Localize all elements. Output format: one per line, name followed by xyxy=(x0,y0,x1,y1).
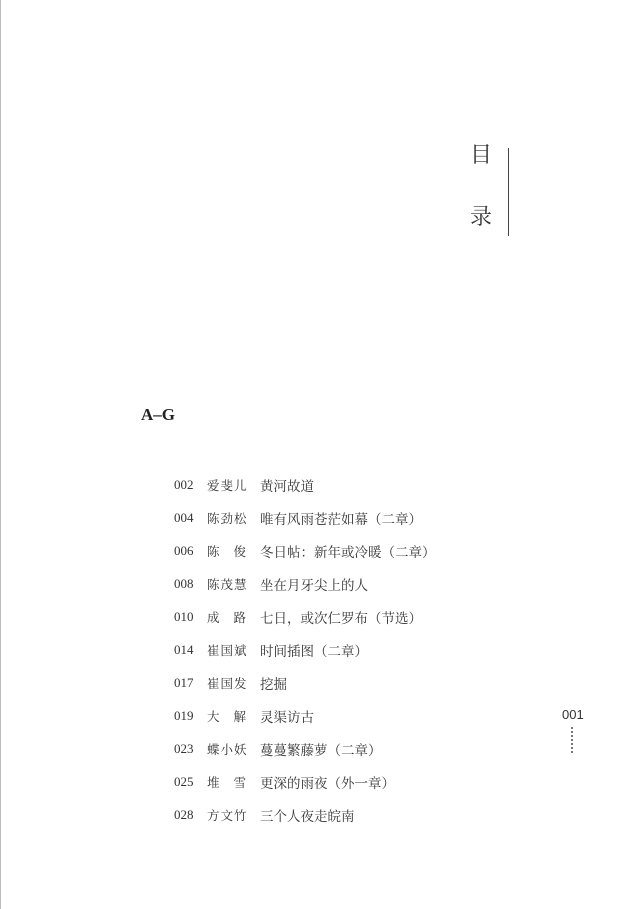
entry-author: 崔国斌 xyxy=(207,642,248,658)
page-number-dots xyxy=(571,727,575,753)
page-number: 001 xyxy=(562,707,584,722)
entry-author: 陈茂慧 xyxy=(207,576,248,592)
entry-author xyxy=(207,773,247,791)
entry-page-number: 006 xyxy=(174,542,194,558)
section-heading: A–G xyxy=(141,405,175,424)
entry-page-number: 014 xyxy=(174,641,194,657)
toc-entry[interactable] xyxy=(174,765,504,798)
entry-author xyxy=(207,707,247,725)
entry-title: 黄河故道 xyxy=(260,478,314,495)
entry-author-char: 路 xyxy=(233,609,247,625)
entry-title: 唯有风雨苍茫如幕（二章） xyxy=(260,511,422,528)
toc-title xyxy=(466,145,496,229)
toc-title-char: 目 xyxy=(469,143,492,168)
entry-page-number: 004 xyxy=(174,509,194,525)
entry-author: 陈劲松 xyxy=(207,510,248,526)
toc-entry[interactable] xyxy=(174,633,504,666)
toc-entry[interactable] xyxy=(174,468,504,501)
entry-author-char: 解 xyxy=(233,708,247,724)
toc-entry[interactable] xyxy=(174,666,504,699)
entry-page-number: 023 xyxy=(174,740,194,756)
entry-author-char: 陈 xyxy=(207,543,221,559)
entry-page-number: 002 xyxy=(174,476,194,492)
entry-page-number: 019 xyxy=(174,707,194,723)
entry-author-char: 大 xyxy=(207,708,221,724)
toc-entry[interactable] xyxy=(174,798,504,831)
toc-entry[interactable] xyxy=(174,600,504,633)
toc-entry[interactable] xyxy=(174,501,504,534)
entry-page-number: 010 xyxy=(174,608,194,624)
entry-author xyxy=(207,542,247,560)
page-edge xyxy=(0,0,1,909)
entry-page-number: 025 xyxy=(174,773,194,789)
entry-title: 七日，或次仁罗布（节选） xyxy=(260,610,422,627)
toc-entry[interactable] xyxy=(174,732,504,765)
title-divider xyxy=(508,148,509,236)
toc-entry[interactable] xyxy=(174,567,504,600)
entry-title: 挖掘 xyxy=(260,676,287,693)
entry-page-number: 028 xyxy=(174,806,194,822)
toc-entry[interactable] xyxy=(174,534,504,567)
entry-author: 爱斐儿 xyxy=(207,477,248,493)
entry-author-char: 成 xyxy=(207,609,221,625)
entry-author-char: 堆 xyxy=(207,774,221,790)
entry-author-char: 俊 xyxy=(233,543,247,559)
entry-title: 时间插图（二章） xyxy=(260,643,368,660)
entry-title: 三个人夜走皖南 xyxy=(260,808,355,825)
entry-title: 冬日帖：新年或冷暖（二章） xyxy=(260,544,436,561)
entry-title: 坐在月牙尖上的人 xyxy=(260,577,368,594)
entry-author: 方文竹 xyxy=(207,807,248,823)
entry-author: 蝶小妖 xyxy=(207,741,248,757)
entry-author: 崔国发 xyxy=(207,675,248,691)
toc-entry[interactable] xyxy=(174,699,504,732)
toc-title-char: 录 xyxy=(469,205,492,230)
entry-page-number: 017 xyxy=(174,674,194,690)
entry-title: 灵渠访古 xyxy=(260,709,314,726)
entry-title: 蔓蔓繁藤萝（二章） xyxy=(260,742,382,759)
entry-page-number: 008 xyxy=(174,575,194,591)
toc-list xyxy=(174,468,504,831)
entry-title: 更深的雨夜（外一章） xyxy=(260,775,395,792)
entry-author-char: 雪 xyxy=(233,774,247,790)
entry-author xyxy=(207,608,247,626)
